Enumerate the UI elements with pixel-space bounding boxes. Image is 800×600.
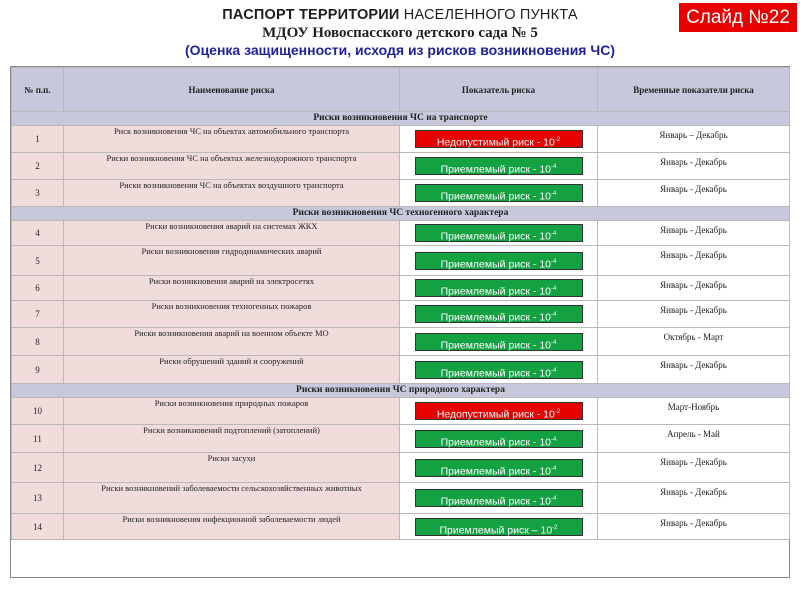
risk-exponent: -4 — [551, 465, 557, 472]
column-header-number: № п.п. — [12, 68, 64, 112]
title-rest: НАСЕЛЕННОГО ПУНКТА — [399, 7, 578, 23]
risk-level-cell — [400, 276, 598, 301]
table-row — [12, 453, 790, 483]
risk-level-badge — [415, 430, 583, 448]
risk-level-cell — [400, 328, 598, 356]
risk-level-text: Приемлемый риск - 10 — [440, 495, 552, 508]
row-number: 5 — [12, 246, 64, 276]
row-number: 1 — [12, 126, 64, 153]
risk-name: Риски возникновения ЧС на объектах железнодорожного транспорта — [64, 153, 400, 180]
risk-level-badge — [415, 518, 583, 536]
table-header-row — [12, 68, 790, 112]
risk-name: Риски возникновений заболеваемости сельскохозяйственных животных — [64, 483, 400, 514]
table-row — [12, 514, 790, 540]
risk-level-badge — [415, 402, 583, 420]
risk-name: Риски возникновения аварий на электросетях — [64, 276, 400, 301]
risk-name: Риски возникновения гидродинамических аварий — [64, 246, 400, 276]
risk-level-cell — [400, 153, 598, 180]
table-row — [12, 356, 790, 384]
time-period: Январь – Декабрь — [598, 126, 790, 153]
time-period: Январь - Декабрь — [598, 276, 790, 301]
risk-table-container — [10, 66, 790, 578]
row-number: 3 — [12, 180, 64, 207]
risk-name: Риски засухи — [64, 453, 400, 483]
risk-name: Риски возникновений подтоплений (затоплений) — [64, 425, 400, 453]
risk-level-text: Приемлемый риск - 10 — [440, 339, 552, 351]
risk-level-text: Приемлемый риск - 10 — [440, 230, 552, 243]
row-number: 8 — [12, 328, 64, 356]
time-period: Январь - Декабрь — [598, 483, 790, 514]
risk-exponent: -4 — [551, 191, 557, 197]
section-header-row — [12, 384, 790, 398]
section-title: Риски возникновения ЧС природного характера — [12, 384, 790, 398]
risk-level-badge — [415, 157, 583, 175]
risk-level-text: Приемлемый риск - 10 — [440, 190, 552, 203]
section-header-row — [12, 112, 790, 126]
slide-number-badge: Слайд №22 — [679, 3, 797, 32]
risk-name: Риски возникновения инфекционной заболеваемости людей — [64, 514, 400, 540]
time-period: Январь - Декабрь — [598, 301, 790, 328]
risk-exponent: -4 — [551, 367, 557, 374]
risk-level-cell — [400, 398, 598, 425]
risk-level-badge — [415, 305, 583, 323]
risk-name: Риски возникновения ЧС на объектах воздушного транспорта — [64, 180, 400, 207]
risk-level-text: Приемлемый риск – 10 — [439, 524, 553, 536]
risk-level-text: Приемлемый риск - 10 — [440, 285, 552, 298]
risk-exponent: -4 — [551, 339, 557, 346]
table-row — [12, 126, 790, 153]
time-period: Январь - Декабрь — [598, 153, 790, 180]
row-number: 10 — [12, 398, 64, 425]
time-period: Апрель - Май — [598, 425, 790, 453]
risk-level-text: Приемлемый риск - 10 — [440, 258, 552, 270]
table-row — [12, 180, 790, 207]
risk-exponent: -2 — [554, 137, 561, 143]
risk-exponent: -4 — [551, 496, 557, 502]
table-row — [12, 276, 790, 301]
time-period: Январь - Декабрь — [598, 356, 790, 384]
risk-table — [11, 67, 790, 540]
time-period: Январь - Декабрь — [598, 221, 790, 246]
risk-level-text: Приемлемый риск - 10 — [440, 163, 552, 176]
risk-level-badge — [415, 130, 583, 148]
risk-exponent: -4 — [551, 258, 557, 265]
section-title: Риски возникновения ЧС на транспорте — [12, 112, 790, 126]
risk-level-badge — [415, 279, 583, 297]
risk-name: Риски обрушений зданий и сооружений — [64, 356, 400, 384]
risk-exponent: -2 — [554, 409, 561, 415]
row-number: 6 — [12, 276, 64, 301]
time-period: Январь - Декабрь — [598, 514, 790, 540]
table-row — [12, 398, 790, 425]
risk-level-cell — [400, 301, 598, 328]
row-number: 14 — [12, 514, 64, 540]
row-number: 13 — [12, 483, 64, 514]
risk-exponent: -4 — [551, 286, 557, 292]
risk-level-cell — [400, 126, 598, 153]
risk-level-badge — [415, 333, 583, 351]
risk-level-text: Приемлемый риск - 10 — [440, 465, 552, 477]
risk-level-badge — [415, 489, 583, 507]
row-number: 4 — [12, 221, 64, 246]
risk-name: Риски возникновения техногенных пожаров — [64, 301, 400, 328]
risk-level-badge — [415, 459, 583, 477]
risk-level-text: Приемлемый риск - 10 — [440, 367, 552, 379]
risk-level-badge — [415, 224, 583, 242]
risk-exponent: -2 — [552, 524, 558, 531]
risk-exponent: -4 — [551, 231, 557, 237]
risk-level-badge — [415, 184, 583, 202]
risk-name: Риски возникновения природных пожаров — [64, 398, 400, 425]
row-number: 9 — [12, 356, 64, 384]
section-header-row — [12, 207, 790, 221]
title-line-3: (Оценка защищенности, исходя из рисков возникновения ЧС) — [185, 42, 615, 58]
column-header-name: Наименование риска — [64, 68, 400, 112]
time-period: Январь - Декабрь — [598, 180, 790, 207]
row-number: 11 — [12, 425, 64, 453]
risk-exponent: -4 — [551, 312, 557, 318]
time-period: Январь - Декабрь — [598, 453, 790, 483]
table-row — [12, 221, 790, 246]
risk-name: Риск возникновения ЧС на объектах автомобильного транспорта — [64, 126, 400, 153]
title-bold: ПАСПОРТ ТЕРРИТОРИИ — [222, 7, 400, 23]
row-number: 12 — [12, 453, 64, 483]
table-row — [12, 301, 790, 328]
risk-level-text: Приемлемый риск - 10 — [440, 311, 552, 324]
risk-level-cell — [400, 180, 598, 207]
risk-exponent: -4 — [551, 436, 557, 443]
risk-level-cell — [400, 246, 598, 276]
risk-level-cell — [400, 453, 598, 483]
table-row — [12, 425, 790, 453]
risk-level-cell — [400, 514, 598, 540]
risk-level-text: Недопустимый риск - 10 — [436, 136, 555, 149]
risk-level-text: Приемлемый риск - 10 — [440, 436, 552, 448]
table-row — [12, 483, 790, 514]
row-number: 7 — [12, 301, 64, 328]
risk-name: Риски возникновения аварий на системах ЖКХ — [64, 221, 400, 246]
risk-level-text: Недопустимый риск - 10 — [436, 408, 555, 421]
risk-level-cell — [400, 425, 598, 453]
risk-level-badge — [415, 361, 583, 379]
time-period: Март-Ноябрь — [598, 398, 790, 425]
time-period: Октябрь - Март — [598, 328, 790, 356]
risk-level-cell — [400, 483, 598, 514]
risk-level-badge — [415, 252, 583, 270]
risk-exponent: -4 — [551, 164, 557, 170]
table-row — [12, 246, 790, 276]
title-line-2: МДОУ Новоспасского детского сада № 5 — [262, 25, 538, 41]
section-title: Риски возникновения ЧС техногенного характера — [12, 207, 790, 221]
risk-level-cell — [400, 356, 598, 384]
time-period: Январь - Декабрь — [598, 246, 790, 276]
row-number: 2 — [12, 153, 64, 180]
risk-level-cell — [400, 221, 598, 246]
column-header-risk: Показатель риска — [400, 68, 598, 112]
table-row — [12, 328, 790, 356]
column-header-time: Временные показатели риска — [598, 68, 790, 112]
table-row — [12, 153, 790, 180]
risk-name: Риски возникновения аварий на военном объекте МО — [64, 328, 400, 356]
